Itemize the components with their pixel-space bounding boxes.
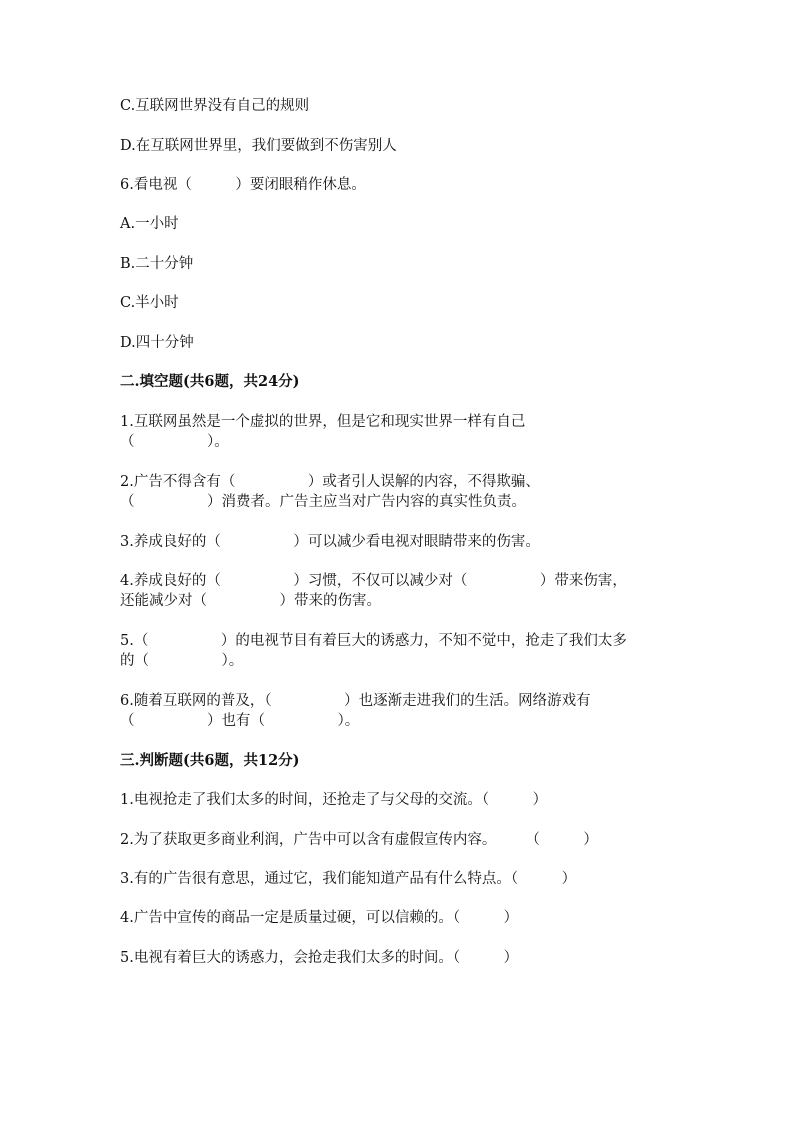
question-option: A.一小时	[120, 216, 179, 232]
fill-question-line: 4.养成良好的（ ）习惯，不仅可以减少对（ ）带来伤害，	[120, 573, 627, 589]
question-option: C.互联网世界没有自己的规则	[120, 98, 310, 114]
fill-question-line: 2.广告不得含有（ ）或者引人误解的内容，不得欺骗、	[120, 474, 540, 490]
fill-question-line: 的（ ）。	[120, 653, 244, 669]
section-heading-true-false: 三.判断题(共6题，共12分)	[120, 752, 300, 769]
fill-question-line: （ ）。	[120, 434, 229, 450]
fill-question-line: 1.互联网虽然是一个虚拟的世界，但是它和现实世界一样有自己	[120, 414, 526, 430]
judge-question: 1.电视抢走了我们太多的时间，还抢走了与父母的交流。（ ）	[120, 792, 548, 808]
fill-question-line: 5.（ ）的电视节目有着巨大的诱惑力，不知不觉中，抢走了我们太多	[120, 633, 627, 649]
judge-question: 3.有的广告很有意思，通过它，我们能知道产品有什么特点。（ ）	[120, 871, 577, 887]
fill-question-line: 还能减少对（ ）带来的伤害。	[120, 593, 381, 609]
question-option: D.在互联网世界里，我们要做到不伤害别人	[120, 138, 397, 154]
question-option: D.四十分钟	[120, 335, 194, 351]
judge-question: 2.为了获取更多商业利润，广告中可以含有虚假宣传内容。 （ ）	[120, 832, 598, 848]
question-stem: 6.看电视（ ）要闭眼稍作休息。	[120, 177, 366, 193]
fill-question-line: （ ）消费者。广告主应当对广告内容的真实性负责。	[120, 494, 526, 510]
question-option: C.半小时	[120, 295, 179, 311]
fill-question-line: 6.随着互联网的普及，（ ）也逐渐走进我们的生活。网络游戏有	[120, 693, 591, 709]
fill-question-line: 3.养成良好的（ ）可以减少看电视对眼睛带来的伤害。	[120, 534, 540, 550]
section-heading-fill-in: 二.填空题(共6题，共24分)	[120, 373, 300, 390]
judge-question: 4.广告中宣传的商品一定是质量过硬，可以信赖的。（ ）	[120, 910, 519, 926]
question-option: B.二十分钟	[120, 256, 194, 272]
judge-question: 5.电视有着巨大的诱惑力，会抢走我们太多的时间。（ ）	[120, 950, 519, 966]
fill-question-line: （ ）也有（ ）。	[120, 713, 360, 729]
